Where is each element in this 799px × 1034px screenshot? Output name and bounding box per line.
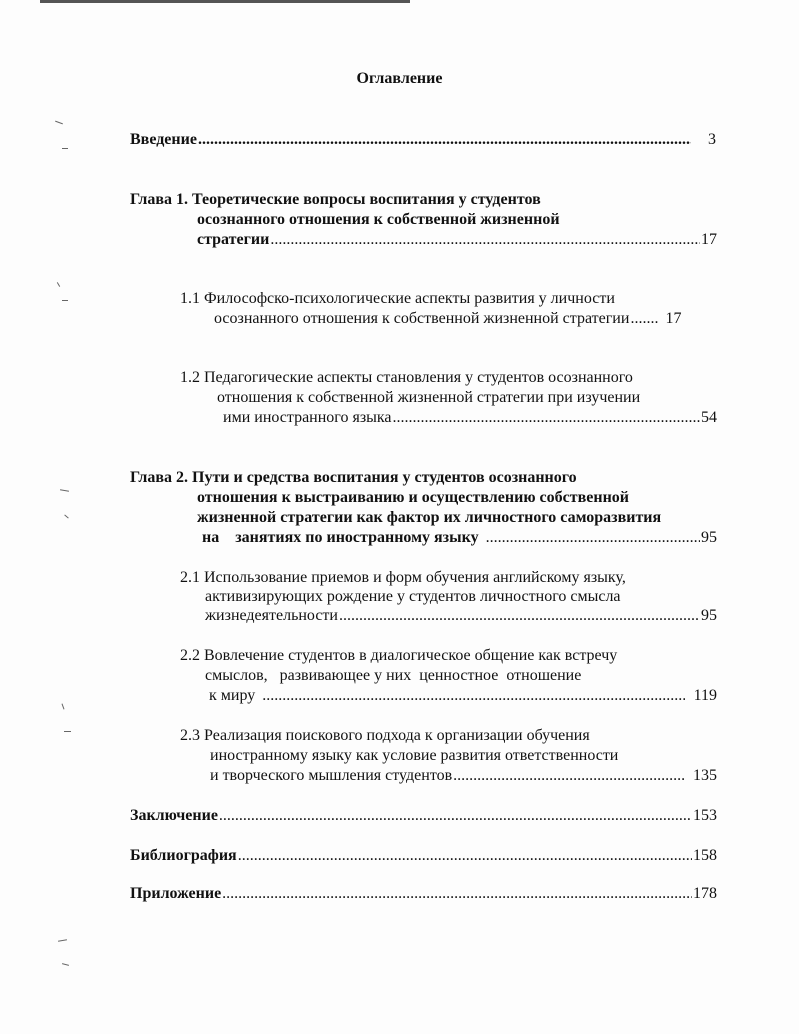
toc-page-number: 3 [708, 131, 716, 148]
toc-entry-section-1-1 [214, 309, 717, 329]
section-2-2-line-2: смыслов, развивающее у них ценностное отношение [205, 667, 582, 684]
chapter-2-line-1: Глава 2. Пути и средства воспитания у студентов осознанного [130, 469, 577, 486]
toc-entry-chapter-2 [202, 528, 717, 548]
toc-entry-conclusion [130, 806, 717, 826]
toc-entry-label: Заключение [130, 807, 218, 824]
section-1-1-line-1: 1.1 Философско-психологические аспекты развития у личности [180, 290, 615, 307]
toc-page-number: 158 [693, 847, 717, 864]
toc-page-number: 17 [701, 231, 717, 248]
toc-page-number: 178 [693, 885, 717, 902]
toc-entry-appendix [130, 884, 717, 904]
section-2-2-line-1: 2.2 Вовлечение студентов в диалогическое общение как встречу [180, 647, 618, 664]
section-2-1-line-3: жизнедеятельности [205, 607, 338, 624]
leader-dots [339, 606, 700, 626]
chapter-1-line-3: стратегии [197, 231, 270, 248]
chapter-1-line-1: Глава 1. Теоретические вопросы воспитания у студентов [130, 191, 541, 208]
scan-mark [62, 963, 69, 966]
section-1-2-line-2: отношения к собственной жизненной стратегии при изучении [217, 389, 641, 406]
scan-mark [62, 704, 65, 710]
scan-mark [57, 282, 60, 287]
leader-dots [238, 846, 692, 866]
scan-mark [64, 731, 71, 732]
toc-entry-label: Библиография [130, 847, 237, 864]
leader-dots [256, 686, 684, 706]
scan-mark [55, 121, 63, 125]
section-2-3-line-3: и творческого мышления студентов [210, 767, 453, 784]
toc-entry-label: Приложение [130, 885, 222, 902]
section-2-1-line-2: активизирующих рождение у студентов личностного смысла [205, 588, 621, 605]
toc-entry-section-2-2 [209, 686, 717, 706]
leader-dots [630, 309, 658, 329]
leader-dots [198, 130, 691, 150]
scan-mark [62, 300, 68, 301]
toc-page-number: 119 [693, 687, 717, 704]
toc-title: Оглавление [356, 70, 443, 87]
toc-page-number: 153 [693, 807, 717, 824]
toc-entry-chapter-1 [197, 230, 717, 250]
section-1-1-line-2: осознанного отношения к собственной жизненной стратегии [214, 310, 630, 327]
toc-entry-bibliography [130, 846, 717, 866]
scan-mark [62, 148, 68, 149]
toc-entry-section-1-2 [223, 408, 717, 428]
leader-dots [219, 806, 692, 826]
toc-entry-section-2-3 [210, 766, 717, 786]
scan-mark [60, 489, 69, 492]
toc-entry-intro [130, 130, 716, 150]
chapter-2-line-4: на занятиях по иностранному языку [202, 529, 479, 546]
chapter-1-line-2: осознанного отношения к собственной жизненной [197, 211, 560, 228]
section-2-1-line-1: 2.1 Использование приемов и форм обучения английскому языку, [180, 569, 626, 586]
chapter-2-line-3: жизненной стратегии как фактор их личностного саморазвития [197, 509, 662, 526]
section-2-3-line-2: иностранному языку как условие развития ответственности [210, 747, 619, 764]
section-2-2-line-3: к миру [209, 687, 256, 704]
section-1-2-line-1: 1.2 Педагогические аспекты становления у студентов осознанного [180, 369, 633, 386]
leader-dots [270, 230, 700, 250]
toc-page-number: 135 [693, 767, 717, 784]
toc-entry-label: Введение [130, 131, 197, 148]
toc-page-number: 17 [665, 310, 682, 327]
toc-page-number: 95 [701, 529, 717, 546]
chapter-2-line-2: отношения к выстраиванию и осуществлению собственной [197, 489, 630, 506]
leader-dots [453, 766, 684, 786]
leader-dots [480, 528, 700, 548]
toc-entry-section-2-1 [205, 606, 717, 626]
leader-dots [222, 884, 692, 904]
scan-edge-line [40, 0, 410, 3]
scan-mark [64, 515, 68, 519]
section-2-3-line-1: 2.3 Реализация поискового подхода к организации обучения [180, 727, 590, 744]
scan-mark [58, 939, 67, 942]
toc-page-number: 95 [701, 607, 717, 624]
section-1-2-line-3: ими иностранного языка [223, 409, 392, 426]
toc-page-number: 54 [701, 409, 717, 426]
leader-dots [393, 408, 700, 428]
